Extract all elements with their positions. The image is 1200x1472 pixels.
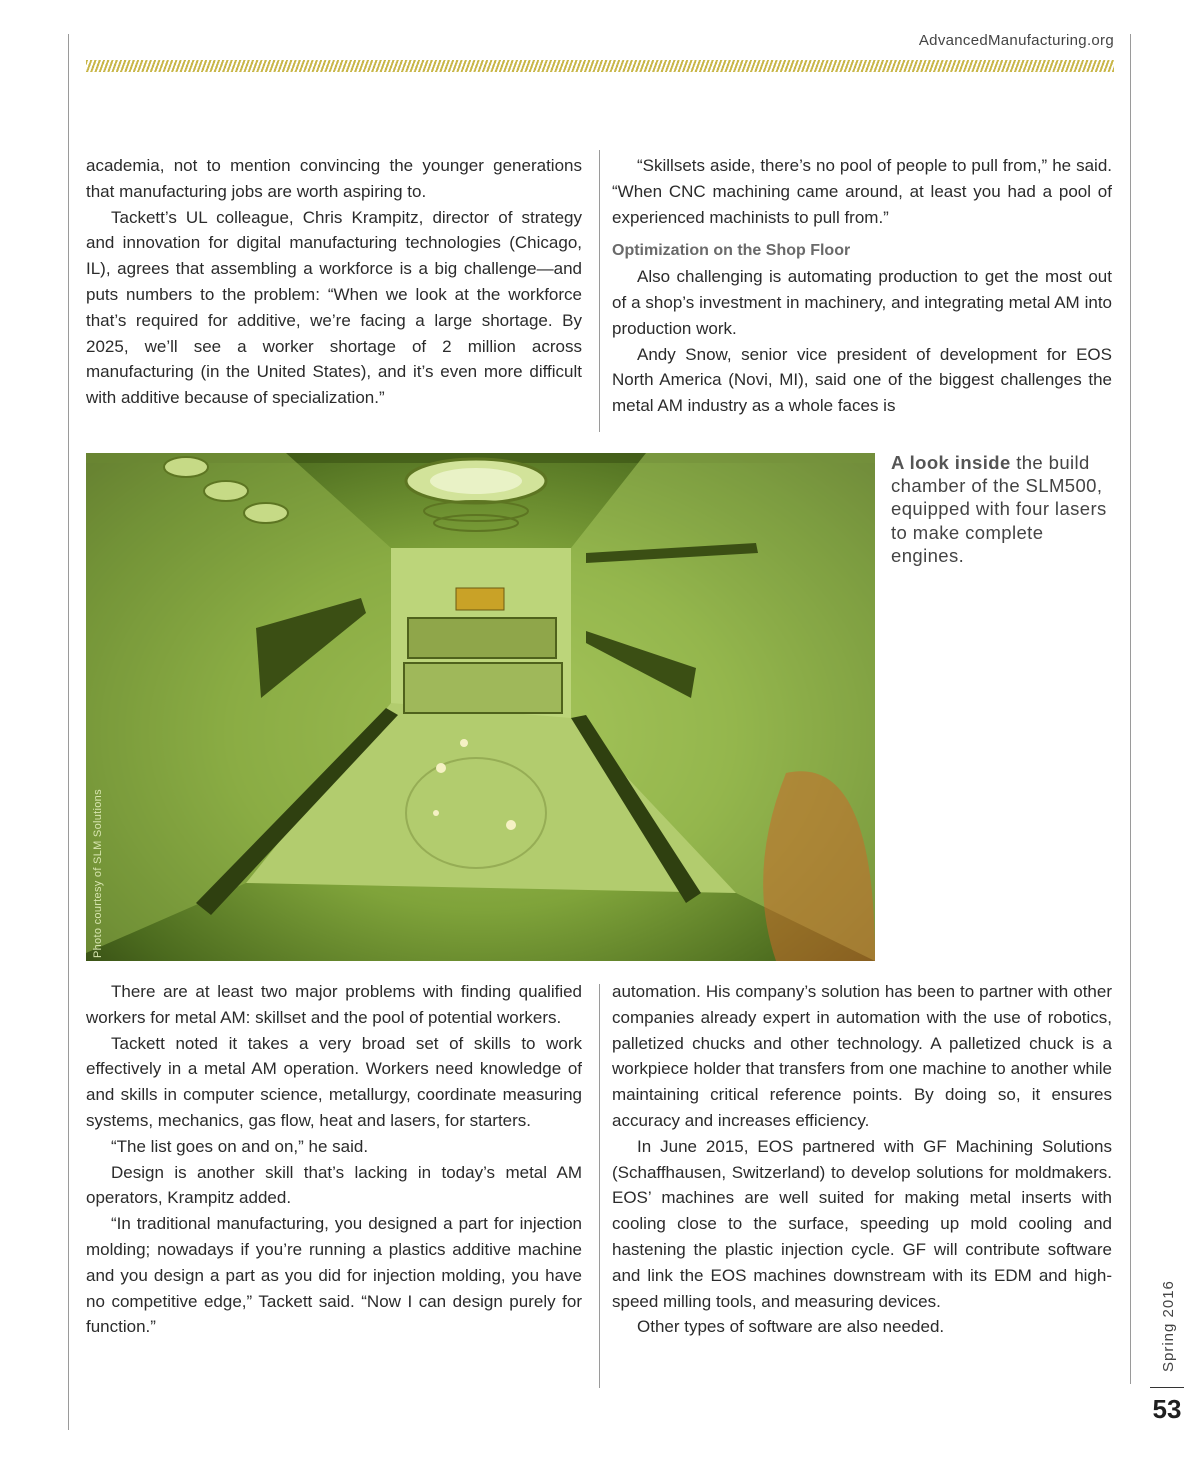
paragraph: Design is another skill that’s lacking in today’s metal AM operators, Krampitz added. — [86, 1162, 582, 1208]
build-chamber-illustration — [86, 453, 875, 961]
paragraph: There are at least two major problems with finding qualified workers for metal AM: skillset and the pool of potential workers. — [86, 982, 582, 1027]
column-top-left — [86, 153, 582, 411]
column-bottom-left — [86, 979, 582, 1340]
column-top-right — [612, 153, 1112, 419]
build-chamber-photo — [86, 453, 875, 961]
paragraph: automation. His company’s solution has been to partner with other companies already expert in automation with the use of robotics, palletized chucks and other technology. A palletized chuck is a workpiece holder that transfers from one machine to another while maintaining critical reference points. By doing so, it ensures accuracy and increases efficiency. — [612, 982, 1112, 1130]
paragraph: In June 2015, EOS partnered with GF Machining Solutions (Schaffhausen, Switzerland) to develop solutions for moldmakers. EOS’ machines are well suited for making metal inserts with cooling close to the surface, speeding up mold cooling and hastening the plastic injection cycle. GF will contribute software and link the EOS machines downstream with its EDM and high-speed milling tools, and measuring devices. — [612, 1136, 1112, 1311]
right-margin-rule — [1130, 34, 1131, 1384]
paragraph: Other types of software are also needed. — [637, 1317, 945, 1337]
column-bottom-right — [612, 979, 1112, 1340]
left-margin-rule — [68, 34, 69, 1430]
section-heading: Optimization on the Shop Floor — [612, 242, 851, 260]
page-number: 53 — [1152, 1394, 1182, 1424]
caption-text: the build chamber of the SLM500, equipped with four lasers to make complete engines. — [891, 452, 1107, 566]
column-divider-top — [599, 150, 600, 432]
photo-credit: Photo courtesy of SLM Solutions — [92, 789, 104, 958]
site-url: AdvancedManufacturing.org — [918, 32, 1114, 49]
paragraph: “The list goes on and on,” he said. — [111, 1136, 369, 1156]
column-divider-bottom — [599, 984, 600, 1388]
paragraph: “In traditional manufacturing, you designed a part for injection molding; nowadays if you’re running a plastics additive machine and you design a part as you did for injection molding, you have no competitive edge,” Tackett said. “Now I can design purely for function.” — [86, 1214, 582, 1337]
paragraph: Also challenging is automating production to get the most out of a shop’s investment in machinery, and integrating metal AM into production work. — [612, 267, 1112, 338]
caption-lead: A look inside — [891, 452, 1011, 473]
page-number-rule — [1150, 1387, 1184, 1388]
header-hatch-band — [86, 60, 1114, 72]
issue-label: Spring 2016 — [1160, 1280, 1177, 1372]
paragraph: Andy Snow, senior vice president of development for EOS North America (Novi, MI), said one of the biggest challenges the metal AM industry as a whole faces is — [612, 344, 1112, 416]
paragraph: “Skillsets aside, there’s no pool of people to pull from,” he said. “When CNC machining came around, at least you had a pool of experienced machinists to pull from.” — [612, 156, 1112, 227]
paragraph: academia, not to mention convincing the younger generations that manufacturing jobs are worth aspiring to. — [86, 156, 582, 201]
photo-caption — [891, 451, 1116, 567]
paragraph: Tackett’s UL colleague, Chris Krampitz, director of strategy and innovation for digital manufacturing technologies (Chicago, IL), agrees that assembling a workforce is a big challenge—and puts numbers to the problem: “When we look at the workforce that’s required for additive, we’re facing a large shortage. By 2025, we’ll see a worker shortage of 2 million across manufacturing (in the United States), and it’s even more difficult with additive because of specialization.” — [86, 207, 582, 408]
paragraph: Tackett noted it takes a very broad set of skills to work effectively in a metal AM operation. Workers need knowledge of and skills in computer science, metallurgy, coordinate measuring systems, mechanics, gas flow, heat and lasers, for starters. — [86, 1033, 582, 1130]
